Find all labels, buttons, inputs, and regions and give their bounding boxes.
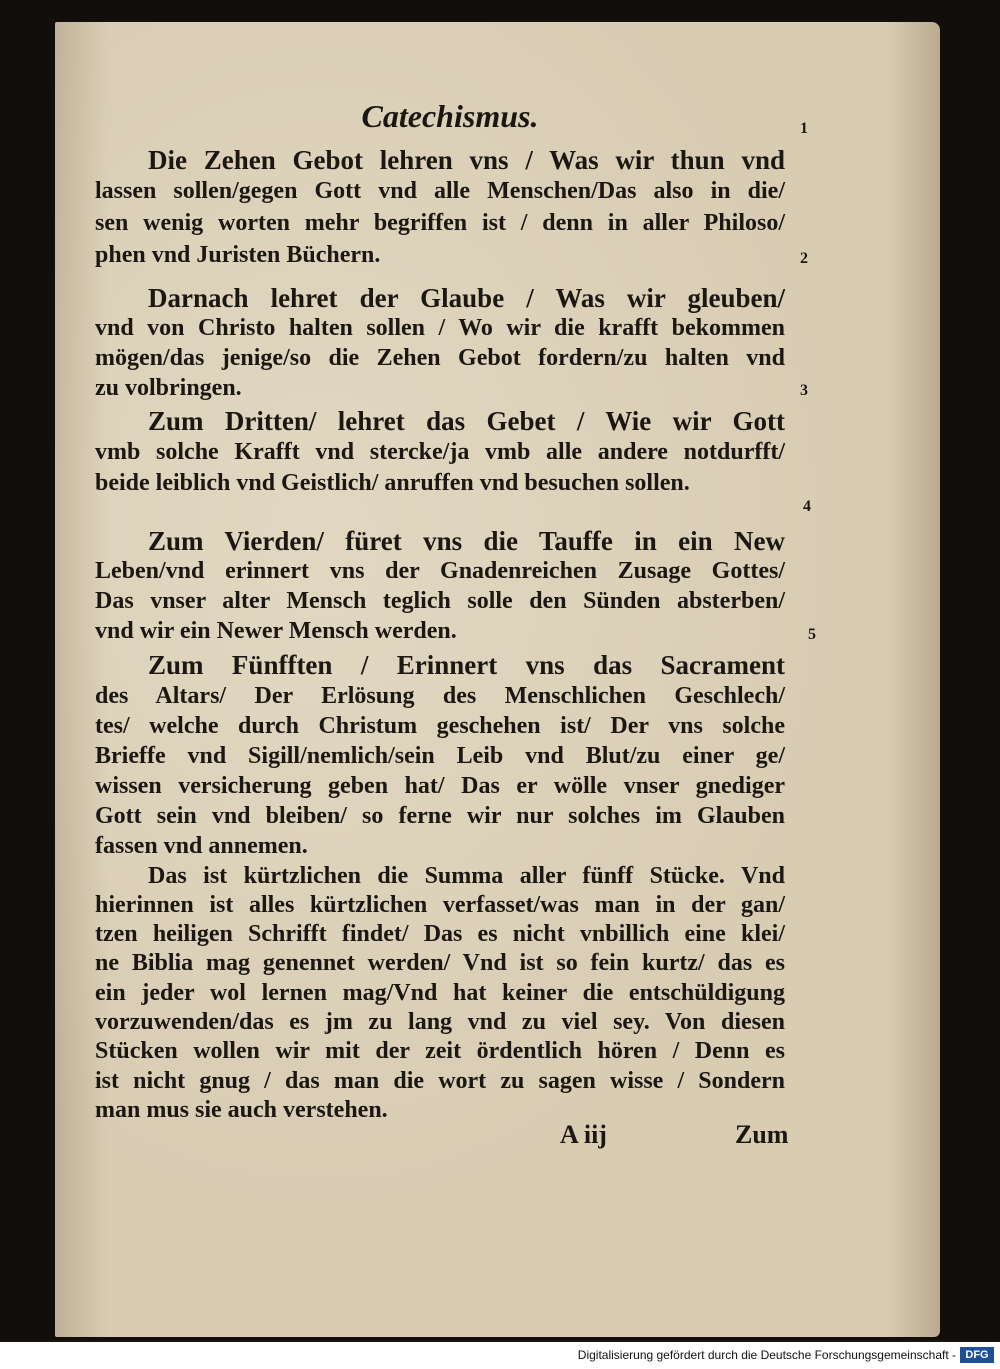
text-line: vmb solche Krafft vnd stercke/ja vmb alle andere notdurfft/ — [95, 439, 785, 465]
text-line: vnd wir ein Newer Mensch werden. — [95, 618, 457, 644]
text-line: man mus sie auch verstehen. — [95, 1097, 388, 1123]
text-line: Die Zehen Gebot lehren vns / Was wir thun vnd — [148, 145, 785, 175]
text-line: Das ist kürtzlichen die Summa aller fünff Stücke. Vnd — [148, 863, 785, 889]
text-line: Leben/vnd erinnert vns der Gnadenreichen Zusage Gottes/ — [95, 558, 785, 584]
margin-number: 4 — [803, 498, 811, 515]
text-line: lassen sollen/gegen Gott vnd alle Menschen/Das also in die/ — [95, 178, 785, 204]
text-line: ist nicht gnug / das man die wort zu sagen wisse / Sondern — [95, 1068, 785, 1094]
footer-bar — [0, 1342, 1000, 1369]
text-line: vorzuwenden/das es jm zu lang vnd zu viel sey. Von diesen — [95, 1009, 785, 1035]
footer-credit: Digitalisierung gefördert durch die Deutsche Forschungsgemeinschaft - — [577, 1348, 956, 1362]
signature-mark: A iij — [560, 1120, 607, 1149]
text-line: hierinnen ist alles kürtzlichen verfasset/was man in der gan/ — [95, 892, 785, 918]
text-line: tes/ welche durch Christum geschehen ist/ Der vns solche — [95, 713, 785, 739]
margin-number: 5 — [808, 626, 816, 643]
text-line: Gott sein vnd bleiben/ so ferne wir nur solches im Glauben — [95, 803, 785, 829]
text-line: wissen versicherung geben hat/ Das er wölle vnser gnediger — [95, 773, 785, 799]
text-line: beide leiblich vnd Geistlich/ anruffen vnd besuchen sollen. — [95, 470, 690, 496]
text-line: Zum Fünfften / Erinnert vns das Sacrament — [148, 650, 785, 680]
catchword: Zum — [735, 1120, 789, 1149]
text-line: Zum Dritten/ lehret das Gebet / Wie wir Gott — [148, 406, 785, 436]
text-line: fassen vnd annemen. — [95, 833, 308, 859]
text-line: vnd von Christo halten sollen / Wo wir die krafft bekommen — [95, 315, 785, 341]
dfg-logo: DFG — [960, 1347, 994, 1363]
text-line: Zum Vierden/ füret vns die Tauffe in ein New — [148, 526, 785, 556]
text-line: mögen/das jenige/so die Zehen Gebot fordern/zu halten vnd — [95, 345, 785, 371]
text-line: ein jeder wol lernen mag/Vnd hat keiner die entschüldigung — [95, 980, 785, 1006]
text-line: Brieffe vnd Sigill/nemlich/sein Leib vnd Blut/zu einer ge/ — [95, 743, 785, 769]
text-line: sen wenig worten mehr begriffen ist / denn in aller Philoso/ — [95, 210, 785, 236]
text-line: zu volbringen. — [95, 375, 242, 401]
margin-number: 2 — [800, 250, 808, 267]
text-line: Das vnser alter Mensch teglich solle den Sünden absterben/ — [95, 588, 785, 614]
text-line: Darnach lehret der Glaube / Was wir gleuben/ — [148, 283, 785, 313]
text-line: phen vnd Juristen Büchern. — [95, 242, 381, 268]
page-title: Catechismus. — [361, 98, 539, 134]
text-line: Stücken wollen wir mit der zeit ördentlich hören / Denn es — [95, 1038, 785, 1064]
text-line: des Altars/ Der Erlösung des Menschlichen Geschlech/ — [95, 683, 785, 709]
margin-number: 3 — [800, 382, 808, 399]
text-line: tzen heiligen Schrifft findet/ Das es nicht vnbillich eine klei/ — [95, 921, 785, 947]
margin-number: 1 — [800, 120, 808, 137]
text-line: ne Biblia mag genennet werden/ Vnd ist so fein kurtz/ das es — [95, 950, 785, 976]
